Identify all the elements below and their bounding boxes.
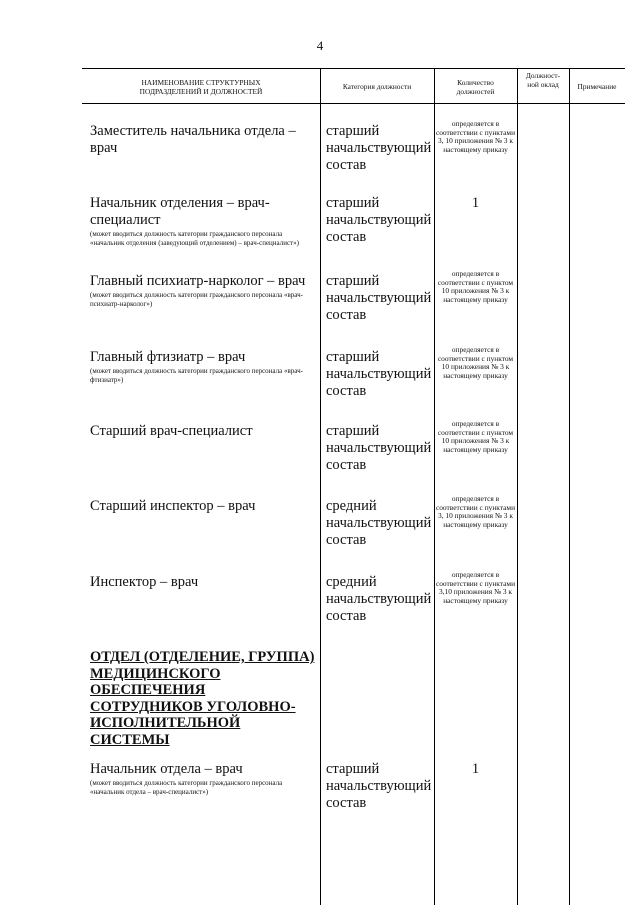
header-name (82, 71, 320, 102)
position-title: Старший инспектор – врач (90, 498, 256, 514)
position-note: (может вводиться должность категории гражданского персонала «начальник отделения (заведующий отделением) – врач-специалист») (90, 230, 299, 247)
position-name (90, 498, 316, 515)
position-title: Старший врач-специалист (90, 423, 253, 439)
header-category (320, 71, 434, 102)
position-category: старший начальствующий состав (326, 761, 432, 811)
column-divider (320, 69, 321, 905)
position-name (90, 195, 316, 248)
position-name (90, 349, 316, 385)
column-divider (569, 69, 570, 905)
position-quantity: 1 (471, 195, 480, 211)
position-category: средний начальствующий состав (326, 574, 432, 624)
position-name (90, 423, 316, 440)
position-name (90, 761, 316, 797)
header-category-text: Категория должности (342, 82, 412, 91)
position-category: средний начальствующий состав (326, 498, 432, 548)
position-note: (может вводиться должность категории гражданского персонала «врач-фтизиатр») (90, 367, 303, 384)
position-title: Заместитель начальника отдела – врач (90, 123, 296, 156)
position-note: (может вводиться должность категории гражданского персонала «начальник отдела – врач-специалист») (90, 779, 283, 796)
header-salary-text: Должност-ной оклад (525, 71, 561, 89)
header-notes (569, 71, 625, 102)
position-name (90, 123, 316, 157)
position-quantity: определяется в соответствии с пунктом 10 приложения № 3 к настоящему приказу (437, 419, 514, 454)
header-quantity-text: Количество должностей (456, 77, 495, 96)
position-quantity: определяется в соответствии с пунктами 3, 10 приложения № 3 к настоящему приказу (435, 494, 516, 529)
position-category: старший начальствующий состав (326, 273, 432, 323)
position-quantity: определяется в соответствии с пунктами 3, 10 приложения № 3 к настоящему приказу (435, 119, 516, 154)
position-category: старший начальствующий состав (326, 123, 432, 173)
position-title: Начальник отделения – врач-специалист (90, 195, 270, 228)
position-category: старший начальствующий состав (326, 349, 432, 399)
header-divider (82, 103, 625, 104)
position-quantity: определяется в соответствии с пунктами 3,10 приложения № 3 к настоящему приказу (435, 570, 516, 605)
page-number: 4 (316, 38, 324, 53)
position-title: Инспектор – врач (90, 574, 199, 590)
position-note: (может вводиться должность категории гражданского персонала «врач-психиатр-нарколог») (90, 291, 303, 308)
staff-table (82, 68, 625, 905)
header-notes-text: Примечание (577, 82, 617, 91)
position-title: Главный психиатр-нарколог – врач (90, 273, 306, 289)
position-quantity: 1 (471, 761, 480, 777)
header-name-text: НАИМЕНОВАНИЕ СТРУКТУРНЫХ ПОДРАЗДЕЛЕНИЙ И ДОЛЖНОСТЕЙ (139, 77, 263, 96)
position-name (90, 574, 316, 591)
position-title: Главный фтизиатр – врач (90, 349, 246, 365)
position-quantity: определяется в соответствии с пунктом 10 приложения № 3 к настоящему приказу (437, 345, 514, 380)
position-category: старший начальствующий состав (326, 423, 432, 473)
position-title: Начальник отдела – врач (90, 761, 243, 777)
position-name (90, 273, 316, 309)
column-divider (517, 69, 518, 905)
header-quantity (434, 71, 517, 102)
position-quantity: определяется в соответствии с пунктом 10 приложения № 3 к настоящему приказу (437, 269, 514, 304)
position-category: старший начальствующий состав (326, 195, 432, 245)
section-title: ОТДЕЛ (ОТДЕЛЕНИЕ, ГРУППА) МЕДИЦИНСКОГО ОБЕСПЕЧЕНИЯ СОТРУДНИКОВ УГОЛОВНО-ИСПОЛНИТЕЛЬНОЙ СИСТЕМЫ (90, 649, 315, 748)
header-salary (517, 71, 569, 102)
